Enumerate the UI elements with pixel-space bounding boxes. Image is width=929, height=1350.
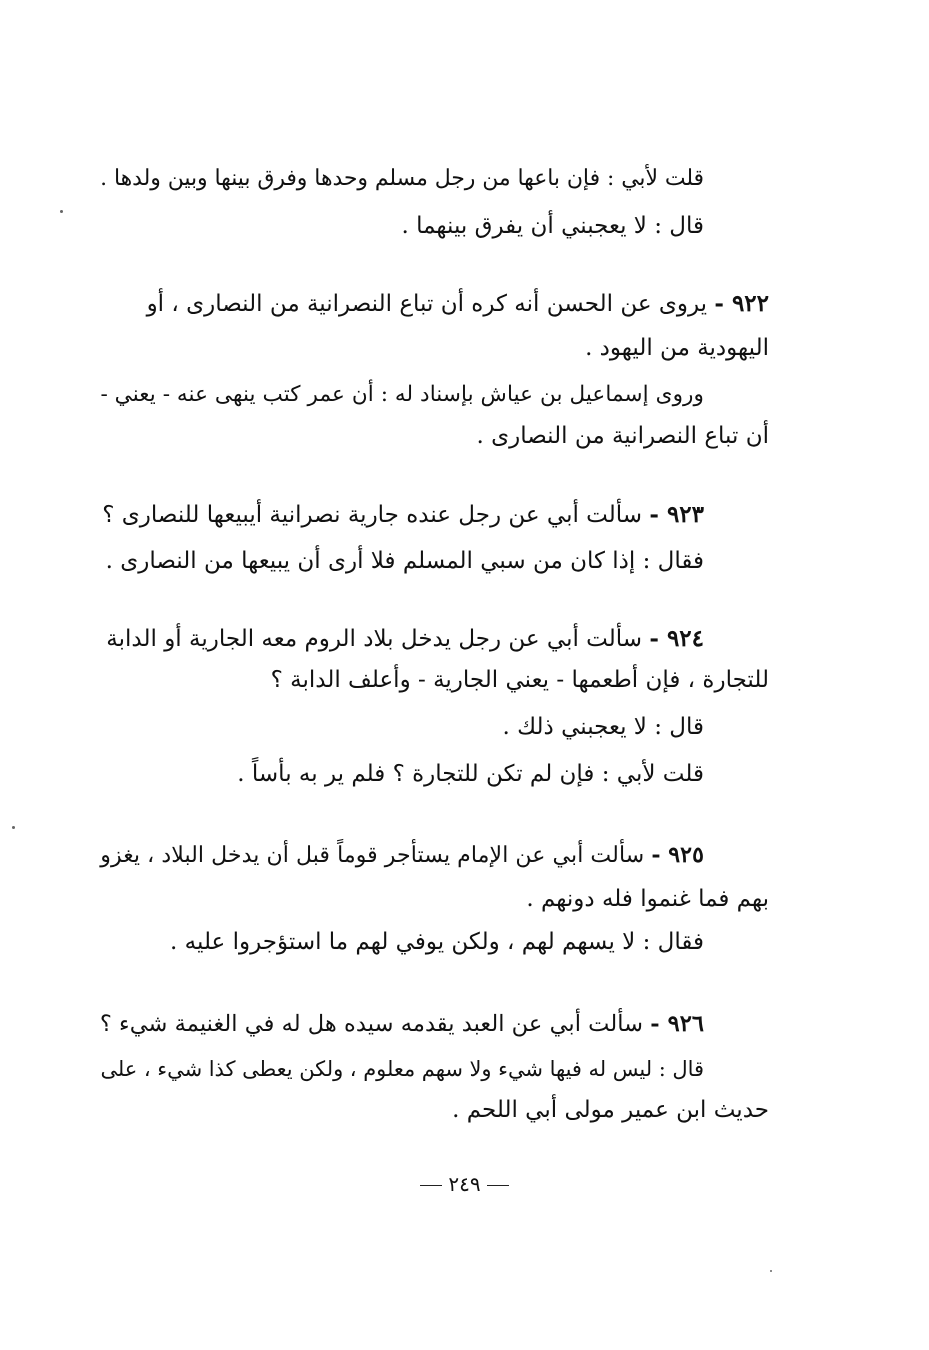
entry-number: ٩٢٢ - bbox=[714, 290, 769, 317]
text-line: سألت أبي عن رجل عنده جارية نصرانية أيبيعها للنصارى ؟ bbox=[102, 502, 643, 528]
entry-number: ٩٢٤ - bbox=[649, 625, 704, 652]
text-line: بهم فما غنموا فله دونهم . bbox=[526, 886, 769, 912]
text-line: أن تباع النصرانية من النصارى . bbox=[476, 423, 769, 449]
text-line: قلت لأبي : فإن باعها من رجل مسلم وحدها وفرق بينها وبين ولدها . bbox=[100, 166, 704, 191]
entry-922-line bbox=[146, 289, 769, 319]
dash-right bbox=[420, 1185, 442, 1186]
text-line: حديث ابن عمير مولى أبي اللحم . bbox=[452, 1097, 769, 1123]
text-line: يروى عن الحسن أنه كره أن تباع النصرانية من النصارى ، أو bbox=[146, 291, 708, 317]
text-line: فقال : إذا كان من سبي المسلم فلا أرى أن يبيعها من النصارى . bbox=[105, 548, 704, 574]
scan-speck bbox=[12, 826, 15, 829]
text-line: قال : لا يعجبني ذلك . bbox=[502, 714, 704, 740]
entry-number: ٩٢٦ - bbox=[650, 1011, 704, 1037]
text-line: قال : لا يعجبني أن يفرق بينهما . bbox=[401, 213, 704, 239]
text-line: للتجارة ، فإن أطعمها - يعني الجارية - وأعلف الدابة ؟ bbox=[270, 667, 769, 693]
text-line: اليهودية من اليهود . bbox=[585, 335, 769, 361]
text-line: سألت أبي عن العبد يقدمه سيده هل له في الغنيمة شيء ؟ bbox=[99, 1011, 644, 1037]
text-line: قلت لأبي : فإن لم تكن للتجارة ؟ فلم ير به بأساً . bbox=[237, 761, 704, 787]
entry-923-line bbox=[102, 500, 704, 530]
scan-speck bbox=[770, 1270, 772, 1272]
text-line: قال : ليس له فيها شيء ولا سهم معلوم ، ولكن يعطى كذا شيء ، على bbox=[100, 1057, 704, 1081]
entry-925-line bbox=[100, 840, 704, 870]
entry-926-line bbox=[100, 1009, 704, 1039]
dash-left bbox=[487, 1185, 509, 1186]
scan-speck bbox=[60, 210, 63, 213]
entry-924-line bbox=[106, 624, 704, 654]
text-line: فقال : لا يسهم لهم ، ولكن يوفي لهم ما استؤجروا عليه . bbox=[170, 929, 704, 955]
entry-number: ٩٢٥ - bbox=[651, 842, 704, 868]
entry-number: ٩٢٣ - bbox=[649, 501, 704, 528]
page-number: ٢٤٩ bbox=[0, 1172, 929, 1196]
text-line: وروى إسماعيل بن عياش بإسناد له : أن عمر كتب ينهى عنه - يعني - bbox=[100, 382, 704, 407]
text-line: سألت أبي عن رجل يدخل بلاد الروم معه الجارية أو الدابة bbox=[106, 626, 643, 652]
text-line: سألت أبي عن الإمام يستأجر قوماً قبل أن يدخل البلاد ، يغزو bbox=[100, 842, 645, 868]
